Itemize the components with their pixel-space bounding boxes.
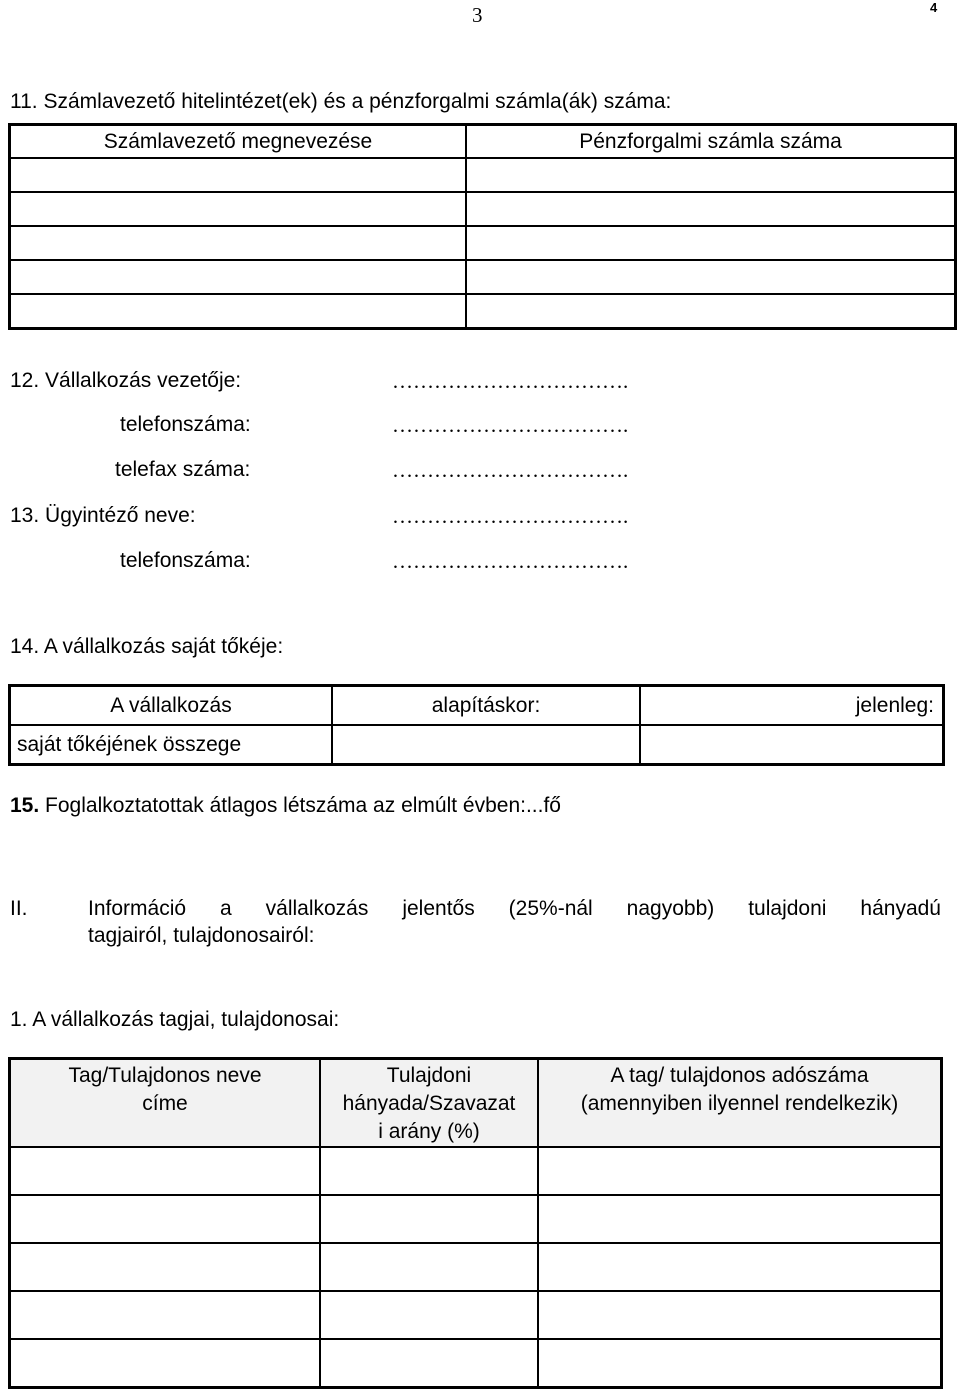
section-14-table — [8, 684, 945, 766]
table-row — [10, 1243, 942, 1291]
section-11-table — [8, 123, 957, 330]
section-13-title: 13. Ügyintéző neve: — [10, 504, 196, 527]
cell[interactable] — [466, 158, 956, 192]
section-II-line1: Információ a vállalkozás jelentős (25%-nál nagyobb) tulajdoni hányadú — [88, 897, 941, 920]
table-row — [10, 260, 956, 294]
equity-label-bottom: saját tőkéjének összege — [10, 725, 333, 765]
cell[interactable] — [466, 294, 956, 329]
table-row — [10, 1195, 942, 1243]
employee-count-field[interactable]: ...fő — [525, 794, 561, 817]
header-at-founding: alapításkor: — [332, 686, 640, 726]
section-12-title: 12. Vállalkozás vezetője: — [10, 369, 242, 392]
cell[interactable] — [538, 1243, 942, 1291]
header-ownership-line2: hányada/Szavazat — [342, 1092, 516, 1115]
manager-fax-dots[interactable]: ……………………………. — [392, 458, 629, 482]
section-II-1-title: 1. A vállalkozás tagjai, tulajdonosai: — [10, 1008, 340, 1031]
page-number-center: 3 — [472, 3, 483, 27]
header-ownership-share — [320, 1059, 538, 1148]
clerk-phone-dots[interactable]: ……………………………. — [392, 549, 629, 573]
table-row — [10, 158, 956, 192]
equity-at-founding-cell[interactable] — [332, 725, 640, 765]
table-row — [10, 1147, 942, 1195]
manager-phone-label: telefonszáma: — [120, 413, 251, 436]
section-15-number: 15. — [10, 794, 40, 817]
cell[interactable] — [320, 1243, 538, 1291]
table-row — [10, 226, 956, 260]
header-ownership-line1: Tulajdoni — [386, 1064, 472, 1087]
cell[interactable] — [10, 260, 467, 294]
cell[interactable] — [320, 1339, 538, 1388]
owners-table — [8, 1057, 943, 1389]
cell[interactable] — [10, 1339, 321, 1388]
cell[interactable] — [10, 1291, 321, 1339]
cell[interactable] — [538, 1291, 942, 1339]
cell[interactable] — [10, 226, 467, 260]
cell[interactable] — [320, 1147, 538, 1195]
section-11-title: 11. Számlavezető hitelintézet(ek) és a pénzforgalmi számla(ák) száma: — [10, 90, 672, 113]
header-tax-line2: (amennyiben ilyennel rendelkezik) — [580, 1092, 899, 1115]
header-owner-name-line1: Tag/Tulajdonos neve — [68, 1064, 262, 1087]
section-15-text: Foglalkoztatottak átlagos létszáma az elmúlt évben: — [45, 794, 526, 817]
table-row — [10, 192, 956, 226]
equity-label-top: A vállalkozás — [10, 686, 333, 726]
cell[interactable] — [10, 1243, 321, 1291]
cell[interactable] — [320, 1195, 538, 1243]
manager-fax-label: telefax száma: — [115, 458, 251, 481]
table-row — [10, 1291, 942, 1339]
cell[interactable] — [538, 1339, 942, 1388]
section-II-line2: tagjairól, tulajdonosairól: — [88, 924, 315, 947]
page-number-right: 4 — [930, 0, 938, 15]
cell[interactable] — [10, 294, 467, 329]
manager-dots[interactable]: ……………………………. — [392, 369, 629, 393]
section-15 — [10, 794, 561, 818]
cell[interactable] — [10, 158, 467, 192]
header-account-holder: Számlavezető megnevezése — [10, 125, 467, 159]
header-owner-name — [10, 1059, 321, 1148]
cell[interactable] — [466, 192, 956, 226]
cell[interactable] — [10, 192, 467, 226]
header-tax-line1: A tag/ tulajdonos adószáma — [610, 1064, 869, 1087]
section-II-number: II. — [10, 897, 28, 920]
manager-phone-dots[interactable]: ……………………………. — [392, 413, 629, 437]
cell[interactable] — [10, 1147, 321, 1195]
header-ownership-line3: i arány (%) — [378, 1120, 480, 1143]
table-row — [10, 294, 956, 329]
cell[interactable] — [538, 1195, 942, 1243]
header-account-number: Pénzforgalmi számla száma — [466, 125, 956, 159]
cell[interactable] — [466, 226, 956, 260]
table-row — [10, 1339, 942, 1388]
cell[interactable] — [538, 1147, 942, 1195]
cell[interactable] — [466, 260, 956, 294]
header-currently: jelenleg: — [640, 686, 944, 726]
clerk-phone-label: telefonszáma: — [120, 549, 251, 572]
cell[interactable] — [320, 1291, 538, 1339]
cell[interactable] — [10, 1195, 321, 1243]
section-14-title: 14. A vállalkozás saját tőkéje: — [10, 635, 284, 658]
clerk-name-dots[interactable]: ……………………………. — [392, 504, 629, 528]
header-owner-name-line2: címe — [142, 1092, 188, 1115]
header-tax-number — [538, 1059, 942, 1148]
equity-current-cell[interactable] — [640, 725, 944, 765]
